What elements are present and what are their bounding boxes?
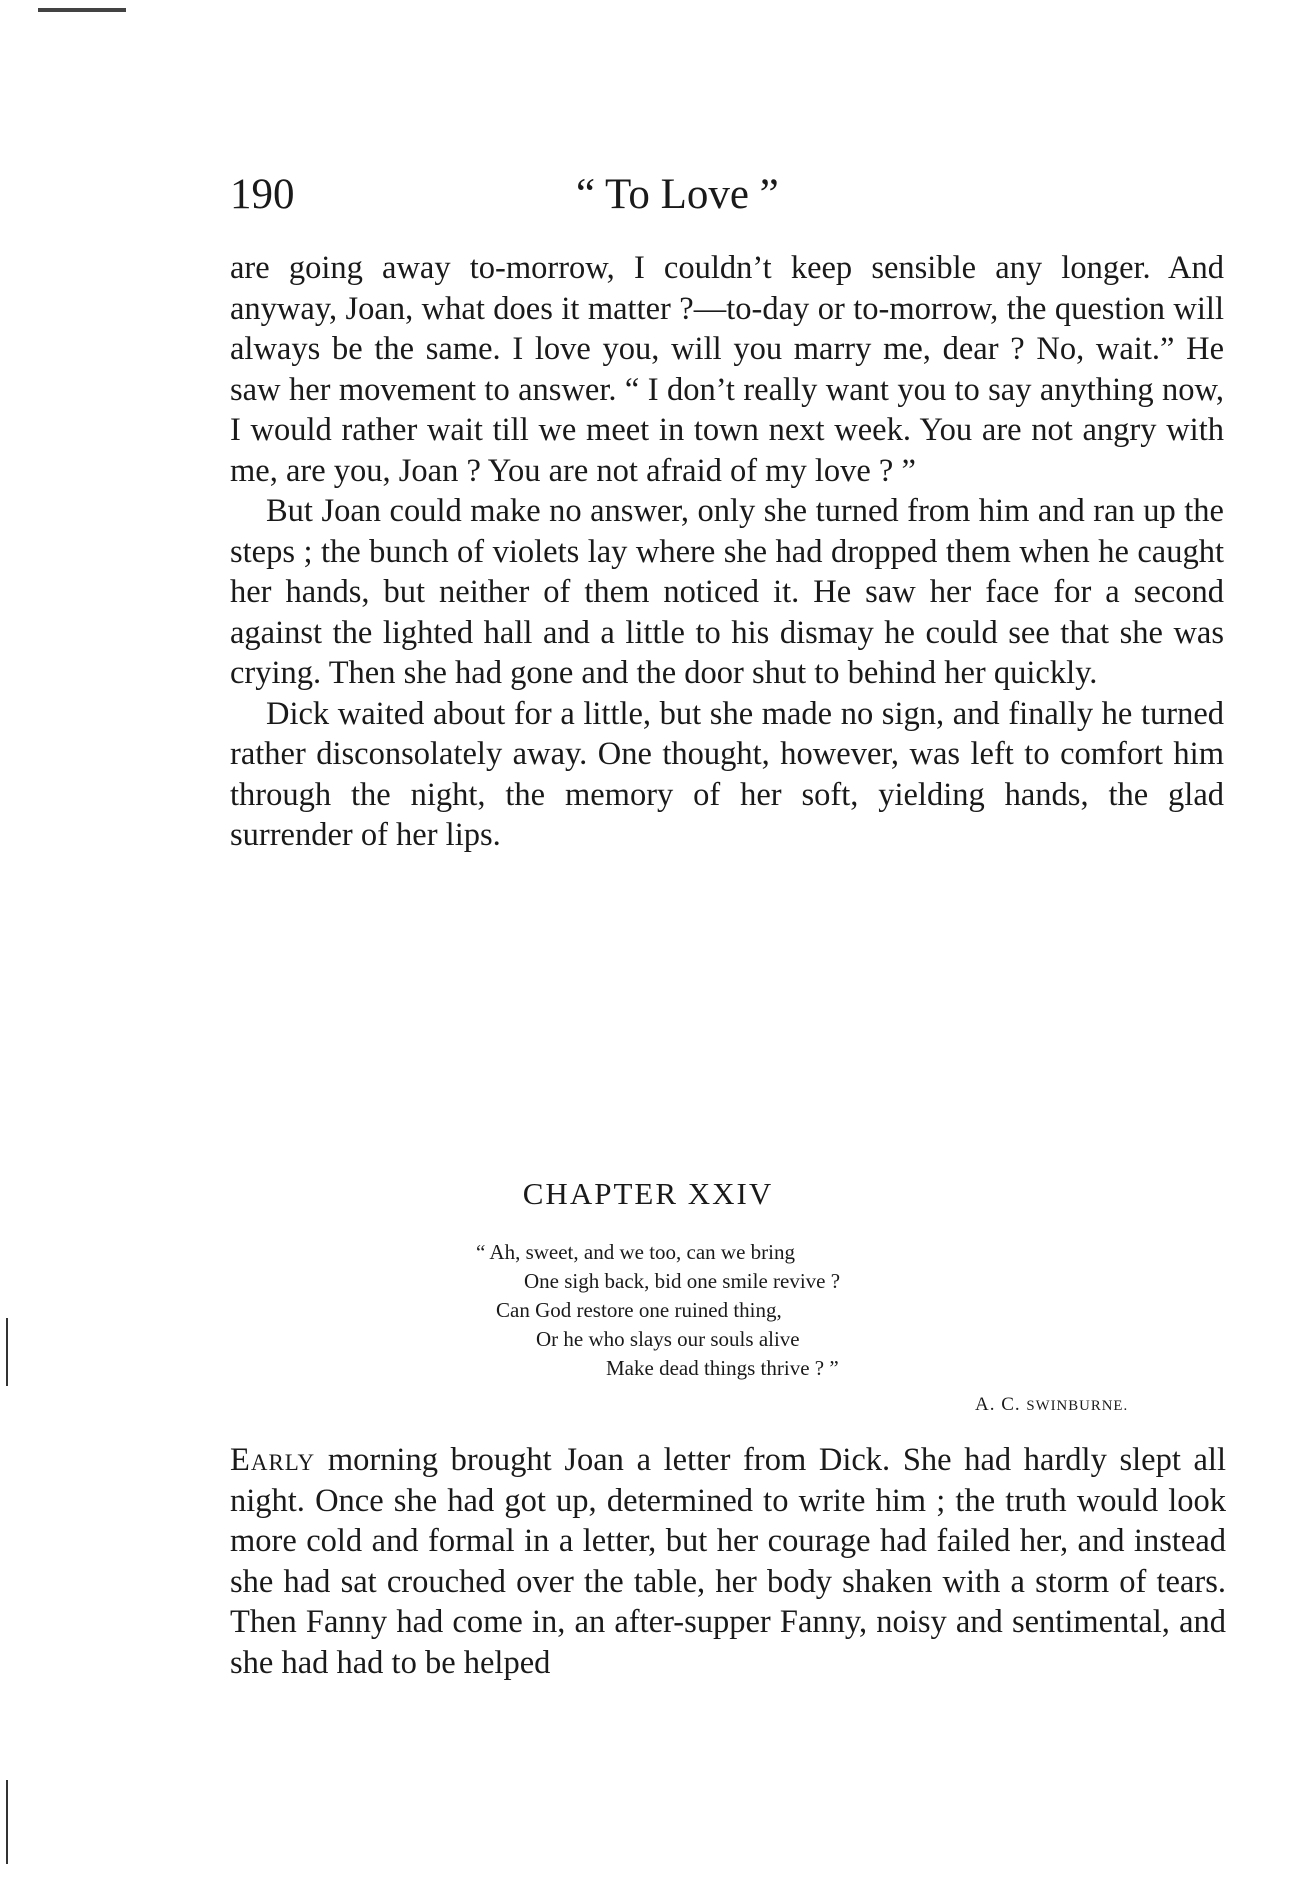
epigraph-line: One sigh back, bid one smile revive ? — [524, 1269, 841, 1293]
epigraph — [476, 1238, 996, 1383]
paragraph-continued: are going away to-morrow, I couldn’t keep sensible any longer. And anyway, Joan, what does it matter ?—to-day or to-morrow, the question will always be the same. I love you, will you marry me, dear ? No, wait.” He saw her movement to answer. “ I don’t really want you to say anything now, I would rather wait till we meet in town next week. You are not angry with me, are you, Joan ? You are not afraid of my love ? ” — [230, 250, 1224, 489]
paragraph: Dick waited about for a little, but she made no sign, and finally he turned rather disconsolately away. One thought, however, was left to comfort him through the night, the memory of her soft, yielding hands, the glad surrender of her lips. — [230, 695, 1224, 853]
paragraph: But Joan could make no answer, only she turned from him and ran up the steps ; the bunch of violets lay where she had dropped them when he caught her hands, but neither of them noticed it. He saw her face for a second against the lighted hall and a little to his dismay he could see that she was crying. Then she had gone and the door shut to behind her quickly. — [230, 493, 1224, 691]
chapter-opening-paragraph — [230, 1440, 1226, 1683]
scan-edge-mark — [6, 1318, 8, 1386]
epigraph-line: Make dead things thrive ? ” — [606, 1356, 839, 1380]
attribution-name: SWINBURNE. — [1026, 1398, 1129, 1414]
chapter-heading: CHAPTER XXIV — [522, 1176, 774, 1211]
chapter-body-text — [230, 1440, 1226, 1683]
epigraph-attribution — [975, 1394, 1128, 1416]
epigraph-line: Or he who slays our souls alive — [536, 1327, 800, 1351]
attribution-initials: A. C. — [975, 1394, 1027, 1415]
epigraph-line: Can God restore one ruined thing, — [496, 1298, 782, 1322]
opening-word: Early — [230, 1442, 316, 1478]
body-text — [230, 248, 1224, 856]
opening-text: morning brought Joan a letter from Dick. She had hardly slept all night. Once she had got up, determined to write him ; the truth would look more cold and formal in a letter, but her courage had failed her, and instead she had sat crouched over the table, her body shaken with a storm of tears. Then Fanny had come in, an after-supper Fanny, noisy and sentimental, and she had had to be helped — [230, 1442, 1226, 1681]
scan-artifact-mark — [38, 8, 126, 12]
page-header — [230, 170, 1240, 226]
epigraph-line: “ Ah, sweet, and we too, can we bring — [476, 1240, 795, 1264]
scan-edge-mark — [6, 1780, 8, 1864]
page-number: 190 — [230, 171, 295, 218]
running-title: “ To Love ” — [576, 171, 779, 218]
